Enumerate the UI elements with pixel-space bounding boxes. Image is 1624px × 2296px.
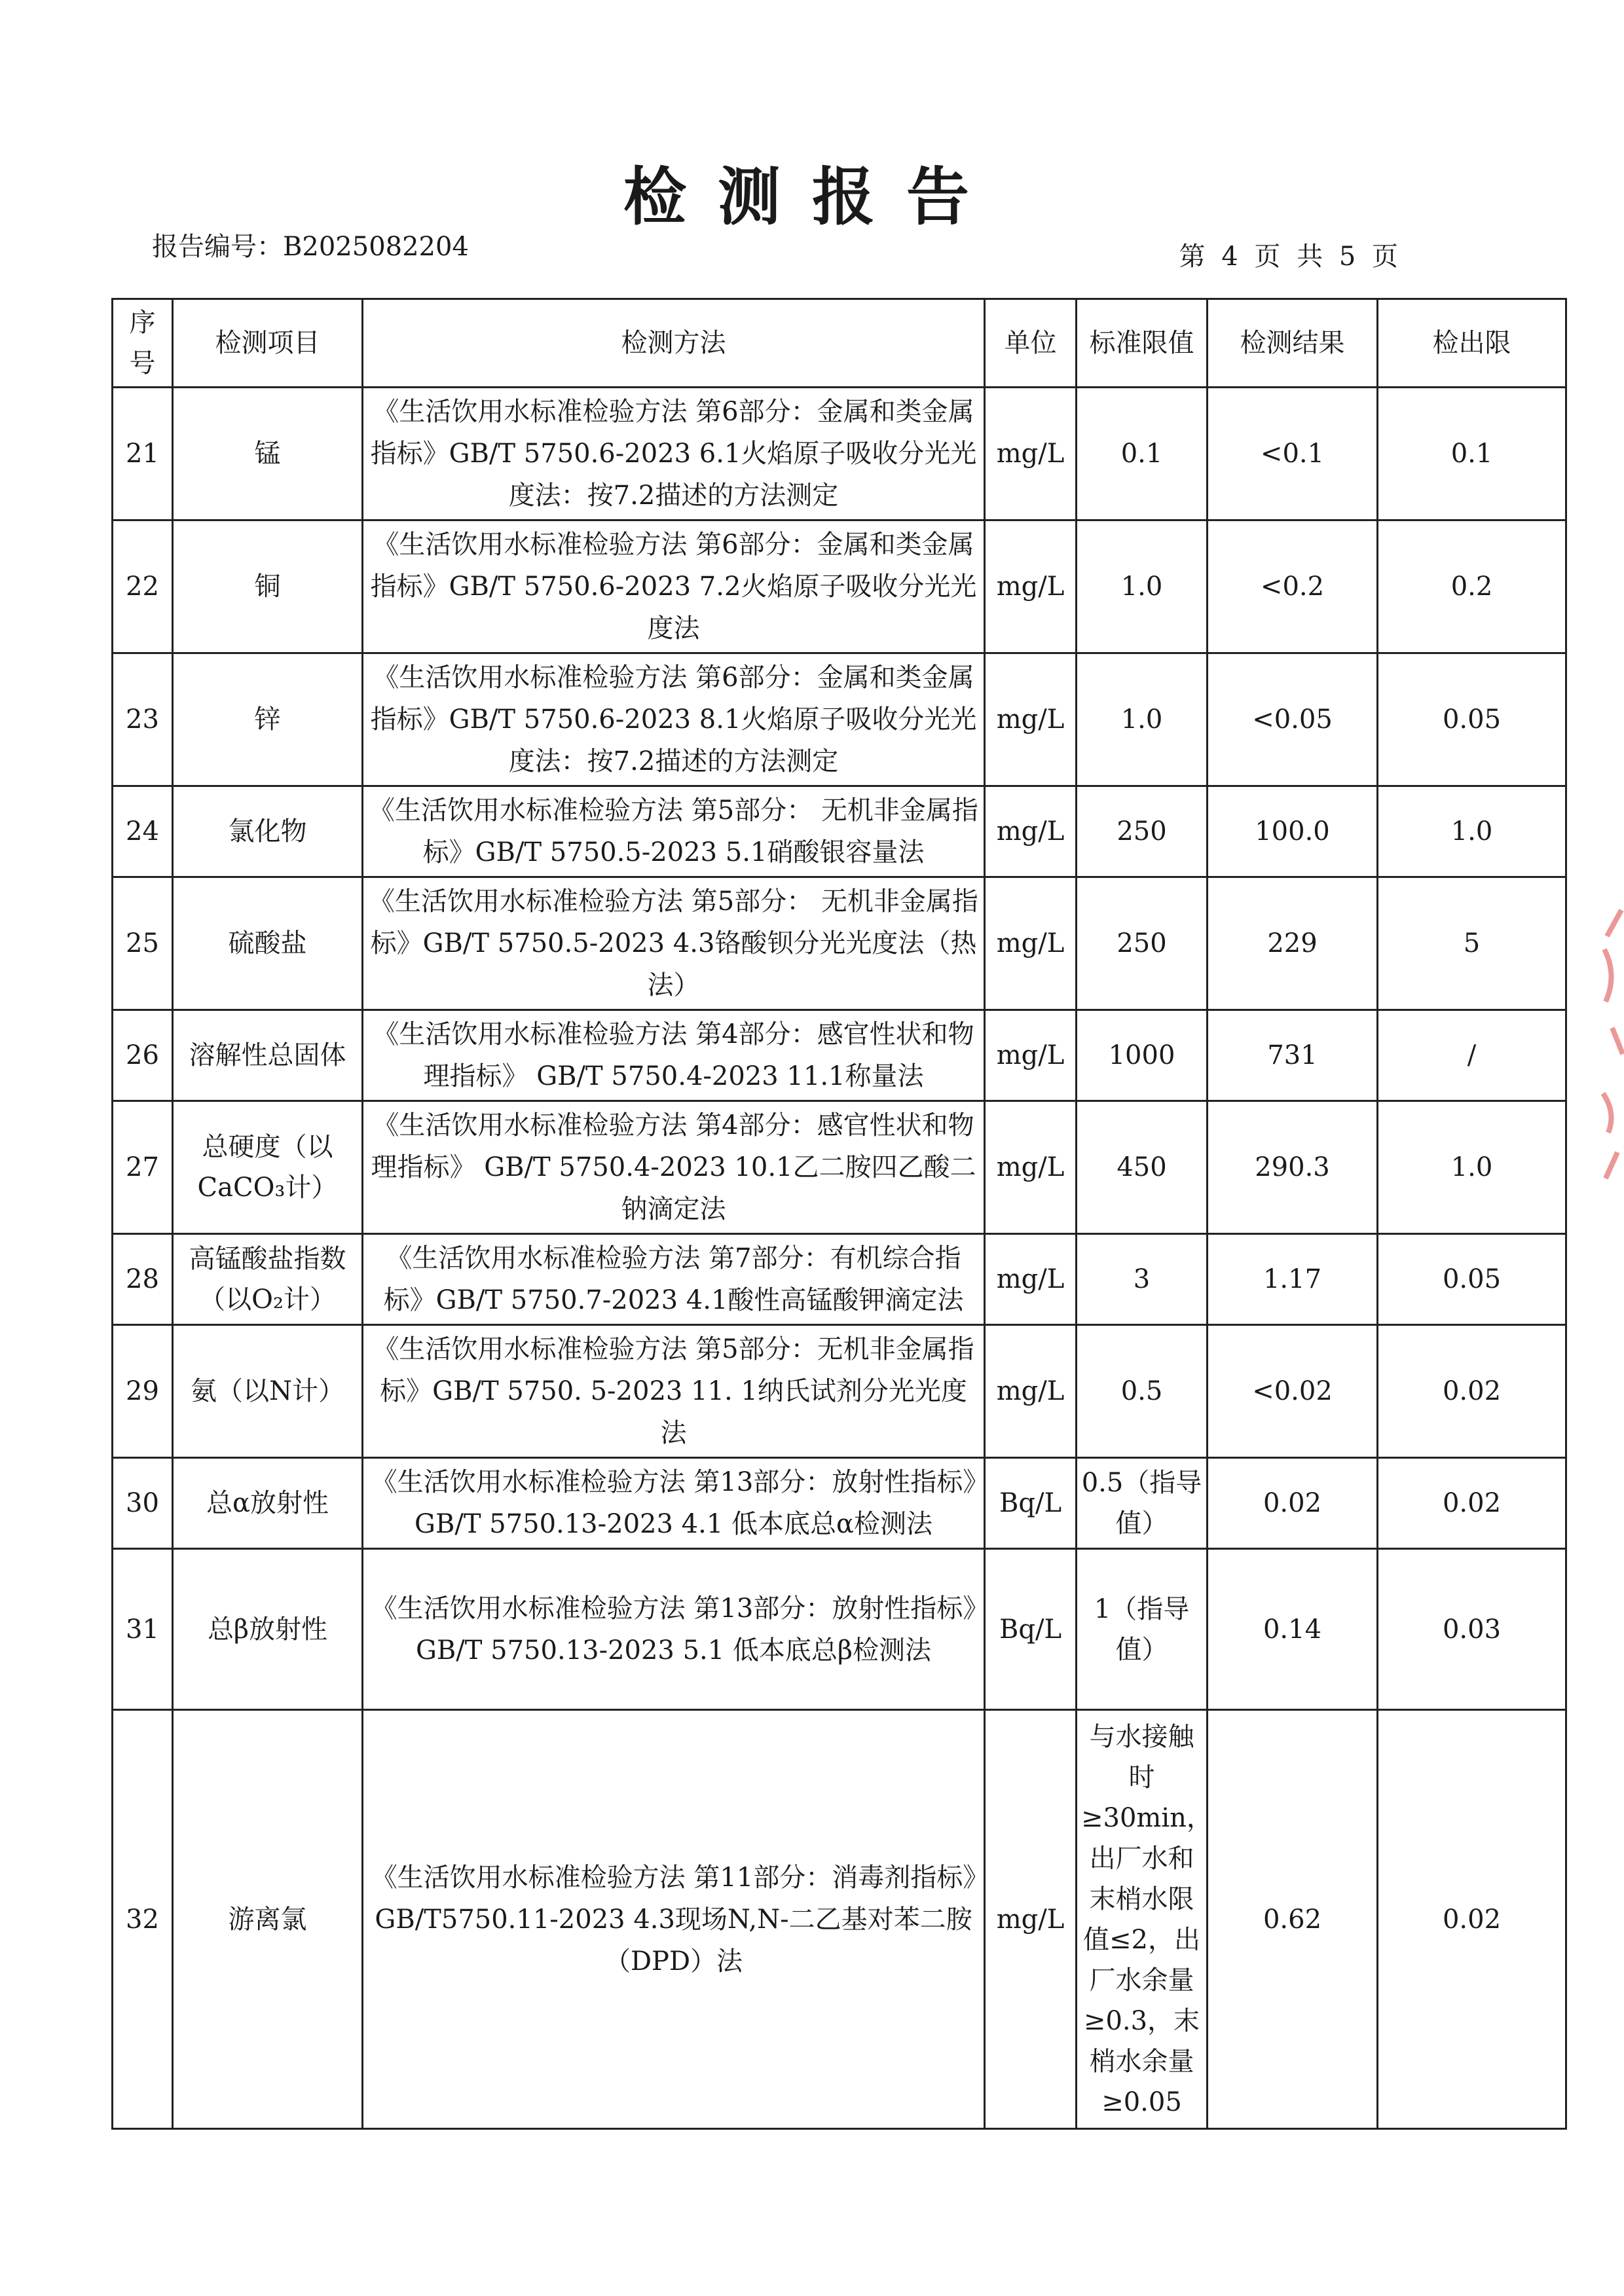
cell-result: 1.17: [1208, 1234, 1378, 1325]
cell-no: 26: [113, 1010, 173, 1101]
cell-no: 30: [113, 1458, 173, 1549]
cell-method: 《生活饮用水标准检验方法 第4部分：感官性状和物理指标》 GB/T 5750.4-2023 11.1称量法: [363, 1010, 985, 1101]
table-row: [113, 786, 1566, 877]
cell-item: 总硬度（以CaCO₃计）: [173, 1101, 363, 1234]
cell-no: 22: [113, 520, 173, 653]
report-title: 检测报告: [623, 160, 1001, 234]
report-number: 报告编号：B2025082204: [152, 232, 469, 262]
cell-unit: mg/L: [985, 786, 1077, 877]
cell-unit: mg/L: [985, 388, 1077, 520]
cell-unit: Bq/L: [985, 1549, 1077, 1710]
cell-result: 0.14: [1208, 1549, 1378, 1710]
cell-unit: mg/L: [985, 1010, 1077, 1101]
cell-result: 290.3: [1208, 1101, 1378, 1234]
table-header-row: [113, 299, 1566, 388]
cell-item: 总β放射性: [173, 1549, 363, 1710]
table-row: [113, 1458, 1566, 1549]
table-row: [113, 1101, 1566, 1234]
cell-result: 0.02: [1208, 1458, 1378, 1549]
cell-no: 27: [113, 1101, 173, 1234]
table-row: [113, 1234, 1566, 1325]
cell-limit: 1.0: [1077, 520, 1208, 653]
cell-item: 氯化物: [173, 786, 363, 877]
cell-method: 《生活饮用水标准检验方法 第6部分：金属和类金属指标》GB/T 5750.6-2023 6.1火焰原子吸收分光光度法：按7.2描述的方法测定: [363, 388, 985, 520]
col-header-result: 检测结果: [1208, 299, 1378, 388]
cell-no: 29: [113, 1325, 173, 1458]
table-row: [113, 520, 1566, 653]
cell-method: 《生活饮用水标准检验方法 第5部分：无机非金属指标》GB/T 5750. 5-2023 11. 1纳氏试剂分光光度法: [363, 1325, 985, 1458]
cell-unit: mg/L: [985, 1325, 1077, 1458]
cell-item: 铜: [173, 520, 363, 653]
cell-unit: mg/L: [985, 520, 1077, 653]
cell-limit: 1.0: [1077, 653, 1208, 786]
cell-result: 0.62: [1208, 1710, 1378, 2129]
cell-method: 《生活饮用水标准检验方法 第6部分：金属和类金属指标》GB/T 5750.6-2023 7.2火焰原子吸收分光光度法: [363, 520, 985, 653]
cell-result: 731: [1208, 1010, 1378, 1101]
cell-unit: mg/L: [985, 1234, 1077, 1325]
cell-detection-limit: /: [1378, 1010, 1566, 1101]
cell-limit: 1000: [1077, 1010, 1208, 1101]
cell-limit: 250: [1077, 877, 1208, 1010]
cell-result: 100.0: [1208, 786, 1378, 877]
cell-detection-limit: 0.2: [1378, 520, 1566, 653]
cell-method: 《生活饮用水标准检验方法 第11部分：消毒剂指标》GB/T5750.11-2023 4.3现场N,N-二乙基对苯二胺（DPD）法: [363, 1710, 985, 2129]
cell-unit: Bq/L: [985, 1458, 1077, 1549]
cell-limit: 0.1: [1077, 388, 1208, 520]
cell-method: 《生活饮用水标准检验方法 第5部分： 无机非金属指标》GB/T 5750.5-2023 5.1硝酸银容量法: [363, 786, 985, 877]
col-header-method: 检测方法: [363, 299, 985, 388]
table-row: [113, 877, 1566, 1010]
cell-unit: mg/L: [985, 877, 1077, 1010]
col-header-limit: 标准限值: [1077, 299, 1208, 388]
cell-method: 《生活饮用水标准检验方法 第4部分：感官性状和物理指标》 GB/T 5750.4-2023 10.1乙二胺四乙酸二钠滴定法: [363, 1101, 985, 1234]
cell-method: 《生活饮用水标准检验方法 第13部分：放射性指标》GB/T 5750.13-2023 5.1 低本底总β检测法: [363, 1549, 985, 1710]
cell-result: <0.05: [1208, 653, 1378, 786]
results-table: [111, 298, 1567, 2130]
cell-limit: 3: [1077, 1234, 1208, 1325]
cell-method: 《生活饮用水标准检验方法 第5部分： 无机非金属指标》GB/T 5750.5-2023 4.3铬酸钡分光光度法（热法）: [363, 877, 985, 1010]
cell-detection-limit: 0.05: [1378, 1234, 1566, 1325]
cell-unit: mg/L: [985, 653, 1077, 786]
table-row: [113, 1549, 1566, 1710]
cell-no: 32: [113, 1710, 173, 2129]
cell-limit: 450: [1077, 1101, 1208, 1234]
page-number: 第 4 页 共 5 页: [1179, 242, 1398, 272]
cell-detection-limit: 0.02: [1378, 1710, 1566, 2129]
cell-result: <0.2: [1208, 520, 1378, 653]
table-row: [113, 1010, 1566, 1101]
cell-detection-limit: 0.05: [1378, 653, 1566, 786]
cell-result: 229: [1208, 877, 1378, 1010]
cell-detection-limit: 1.0: [1378, 786, 1566, 877]
cell-limit: 0.5（指导值）: [1077, 1458, 1208, 1549]
cell-no: 23: [113, 653, 173, 786]
cell-unit: mg/L: [985, 1101, 1077, 1234]
cell-item: 氨（以N计）: [173, 1325, 363, 1458]
cell-result: <0.1: [1208, 388, 1378, 520]
cell-item: 锌: [173, 653, 363, 786]
cell-item: 总α放射性: [173, 1458, 363, 1549]
cell-limit: 0.5: [1077, 1325, 1208, 1458]
cell-detection-limit: 0.02: [1378, 1458, 1566, 1549]
cell-limit: 与水接触时≥30min，出厂水和末梢水限值≤2，出厂水余量≥0.3，末梢水余量≥0.05: [1077, 1710, 1208, 2129]
cell-no: 28: [113, 1234, 173, 1325]
seal-stamp-fragment: [1598, 897, 1624, 1198]
cell-item: 锰: [173, 388, 363, 520]
col-header-detection-limit: 检出限: [1378, 299, 1566, 388]
cell-detection-limit: 0.03: [1378, 1549, 1566, 1710]
cell-method: 《生活饮用水标准检验方法 第7部分：有机综合指标》GB/T 5750.7-2023 4.1酸性高锰酸钾滴定法: [363, 1234, 985, 1325]
cell-detection-limit: 5: [1378, 877, 1566, 1010]
seal-stamp-icon: [1598, 897, 1624, 1198]
col-header-item: 检测项目: [173, 299, 363, 388]
table-row: [113, 1325, 1566, 1458]
cell-detection-limit: 0.1: [1378, 388, 1566, 520]
table-row: [113, 653, 1566, 786]
cell-detection-limit: 1.0: [1378, 1101, 1566, 1234]
cell-detection-limit: 0.02: [1378, 1325, 1566, 1458]
cell-limit: 1（指导值）: [1077, 1549, 1208, 1710]
cell-method: 《生活饮用水标准检验方法 第13部分：放射性指标》GB/T 5750.13-2023 4.1 低本底总α检测法: [363, 1458, 985, 1549]
cell-no: 31: [113, 1549, 173, 1710]
cell-item: 游离氯: [173, 1710, 363, 2129]
cell-limit: 250: [1077, 786, 1208, 877]
cell-no: 24: [113, 786, 173, 877]
cell-no: 25: [113, 877, 173, 1010]
col-header-unit: 单位: [985, 299, 1077, 388]
cell-item: 溶解性总固体: [173, 1010, 363, 1101]
col-header-no: 序号: [113, 299, 173, 388]
cell-item: 高锰酸盐指数（以O₂计）: [173, 1234, 363, 1325]
cell-no: 21: [113, 388, 173, 520]
cell-unit: mg/L: [985, 1710, 1077, 2129]
table-row: [113, 388, 1566, 520]
cell-result: <0.02: [1208, 1325, 1378, 1458]
results-table-wrapper: [111, 298, 1565, 2130]
cell-method: 《生活饮用水标准检验方法 第6部分：金属和类金属指标》GB/T 5750.6-2023 8.1火焰原子吸收分光光度法：按7.2描述的方法测定: [363, 653, 985, 786]
cell-item: 硫酸盐: [173, 877, 363, 1010]
table-row: [113, 1710, 1566, 2129]
